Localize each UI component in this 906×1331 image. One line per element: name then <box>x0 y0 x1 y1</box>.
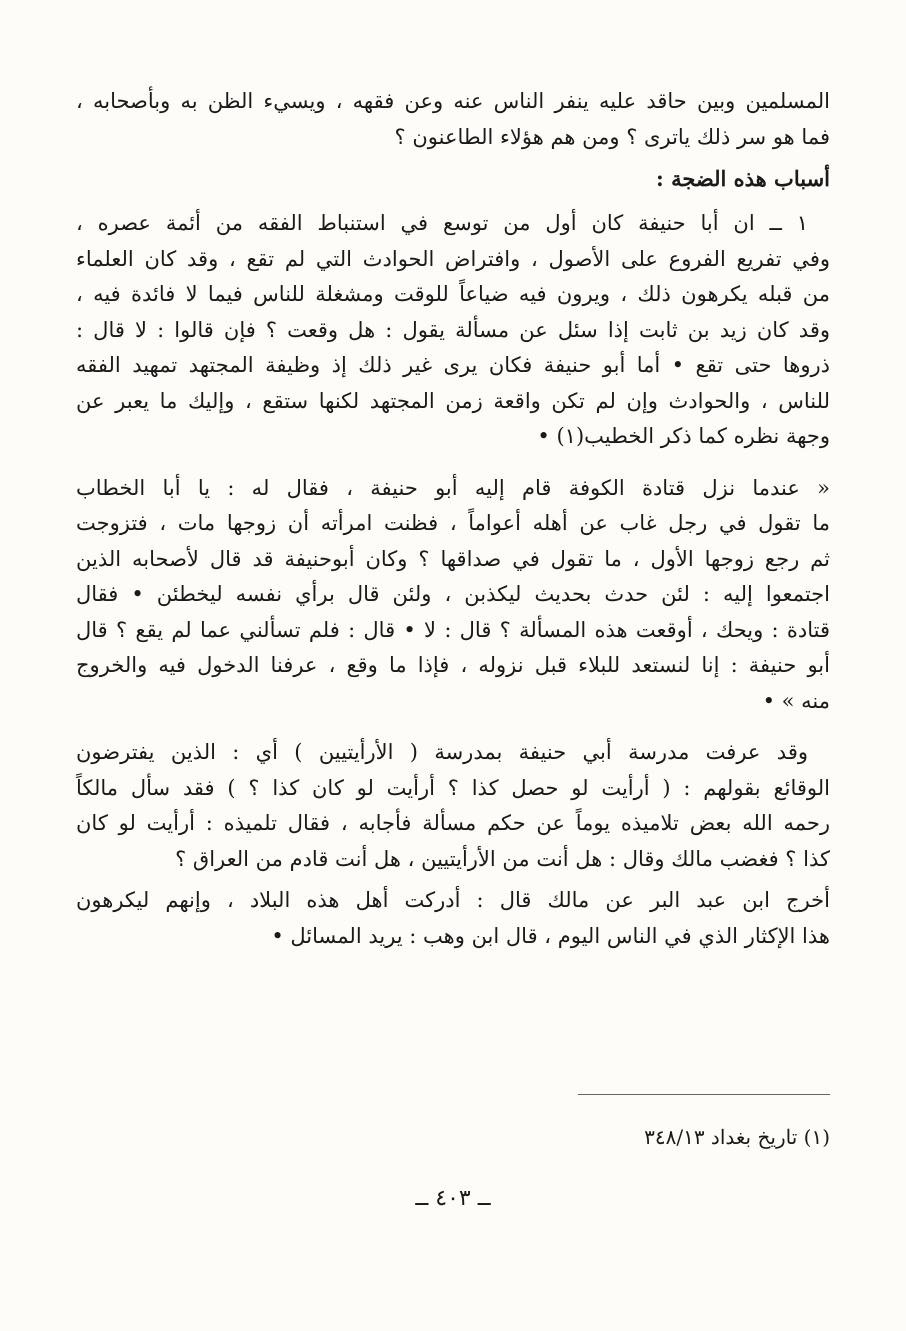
text-line: ما تقول في رجل غاب عن أهله أعواماً ، فظنت امرأته أن زوجها مات ، فتزوجت <box>76 511 830 535</box>
text-line: أخرج ابن عبد البر عن مالك قال : أدركت أهل هذه البلاد ، وإنهم ليكرهون <box>76 888 830 912</box>
text-line: ذروها حتى تقع • أما أبو حنيفة فكان يرى غير ذلك إذ وظيفة المجتهد تمهيد الفقه <box>76 353 830 377</box>
text-line: كذا ؟ فغضب مالك وقال : هل أنت من الأرأيتيين ، هل أنت قادم من العراق ؟ <box>175 846 830 871</box>
text-line: رحمه الله بعض تلاميذه يوماً عن حكم مسألة فأجابه ، فقال تلميذه : أرأيت لو كان <box>76 811 830 835</box>
text-line: منه » • <box>762 688 830 713</box>
text-line: أبو حنيفة : إنا لنستعد للبلاء قبل نزوله ، فإذا ما وقع ، عرفنا الدخول فيه والخروج <box>76 653 830 677</box>
text-line: للناس ، والحوادث وإن لم تكن واقعة زمن المجتهد لكنها ستقع ، وإليك ما يعبر عن <box>76 388 830 413</box>
text-line: من قبله يكرهون ذلك ، ويرون فيه ضياعاً للوقت ومشغلة للناس فيما لا فائدة فيه ، <box>76 282 830 306</box>
text-line: وقد كان زيد بن ثابت إذا سئل عن مسألة يقول : هل وقعت ؟ فإن قالوا : لا قال : <box>76 317 830 342</box>
footnote-divider <box>578 1094 830 1095</box>
cause-one-paragraph <box>76 206 830 455</box>
text-line: قتادة : ويحك ، أوقعت هذه المسألة ؟ قال : لا • قال : فلم تسألني عما لم يقع ؟ قال <box>76 617 830 642</box>
page-number: ــ ٤٠٣ ــ <box>415 1186 491 1211</box>
text-line: وجهة نظره كما ذكر الخطيب(١) • <box>537 424 830 448</box>
malik-paragraph <box>76 883 830 954</box>
text-line: وقد عرفت مدرسة أبي حنيفة بمدرسة ( الأرأيتيين ) أي : الذين يفترضون <box>76 740 808 764</box>
text-line: هذا الإكثار الذي في الناس اليوم ، قال ابن وهب : يريد المسائل • <box>271 923 830 948</box>
footnote: (١) تاريخ بغداد ٣٤٨/١٣ <box>644 1125 830 1149</box>
text-line: ثم رجع زوجها الأول ، ما تقول في صداقها ؟ وكان أبوحنيفة قد قال لأصحابه الذين <box>76 546 830 571</box>
page-body <box>76 84 830 954</box>
school-paragraph <box>76 735 830 877</box>
section-heading: أسباب هذه الضجة : <box>656 166 830 191</box>
text-line: ١ ــ ان أبا حنيفة كان أول من توسع في استنباط الفقه من أئمة عصره ، <box>76 211 808 235</box>
text-line: وفي تفريع الفروع على الأصول ، وافتراض الحوادث التي لم تقع ، وقد كان العلماء <box>76 246 830 271</box>
quote-paragraph <box>76 471 830 720</box>
intro-paragraph <box>76 84 830 155</box>
text-line: الوقائع بقولهم : ( أرأيت لو حصل كذا ؟ أرأيت لو كان كذا ؟ ) فقد سأل مالكاً <box>76 775 830 800</box>
text-line: فما هو سر ذلك ياترى ؟ ومن هم هؤلاء الطاعنون ؟ <box>394 124 830 149</box>
text-line: اجتمعوا إليه : لئن حدث بحديث ليكذبن ، ولئن قال برأي نفسه ليخطئن • فقال <box>76 582 830 606</box>
text-line: المسلمين وبين حاقد عليه ينفر الناس عنه وعن فقهه ، ويسيء الظن به وبأصحابه ، <box>76 89 830 113</box>
text-line: « عندما نزل قتادة الكوفة قام إليه أبو حنيفة ، فقال له : يا أبا الخطاب <box>76 475 830 500</box>
